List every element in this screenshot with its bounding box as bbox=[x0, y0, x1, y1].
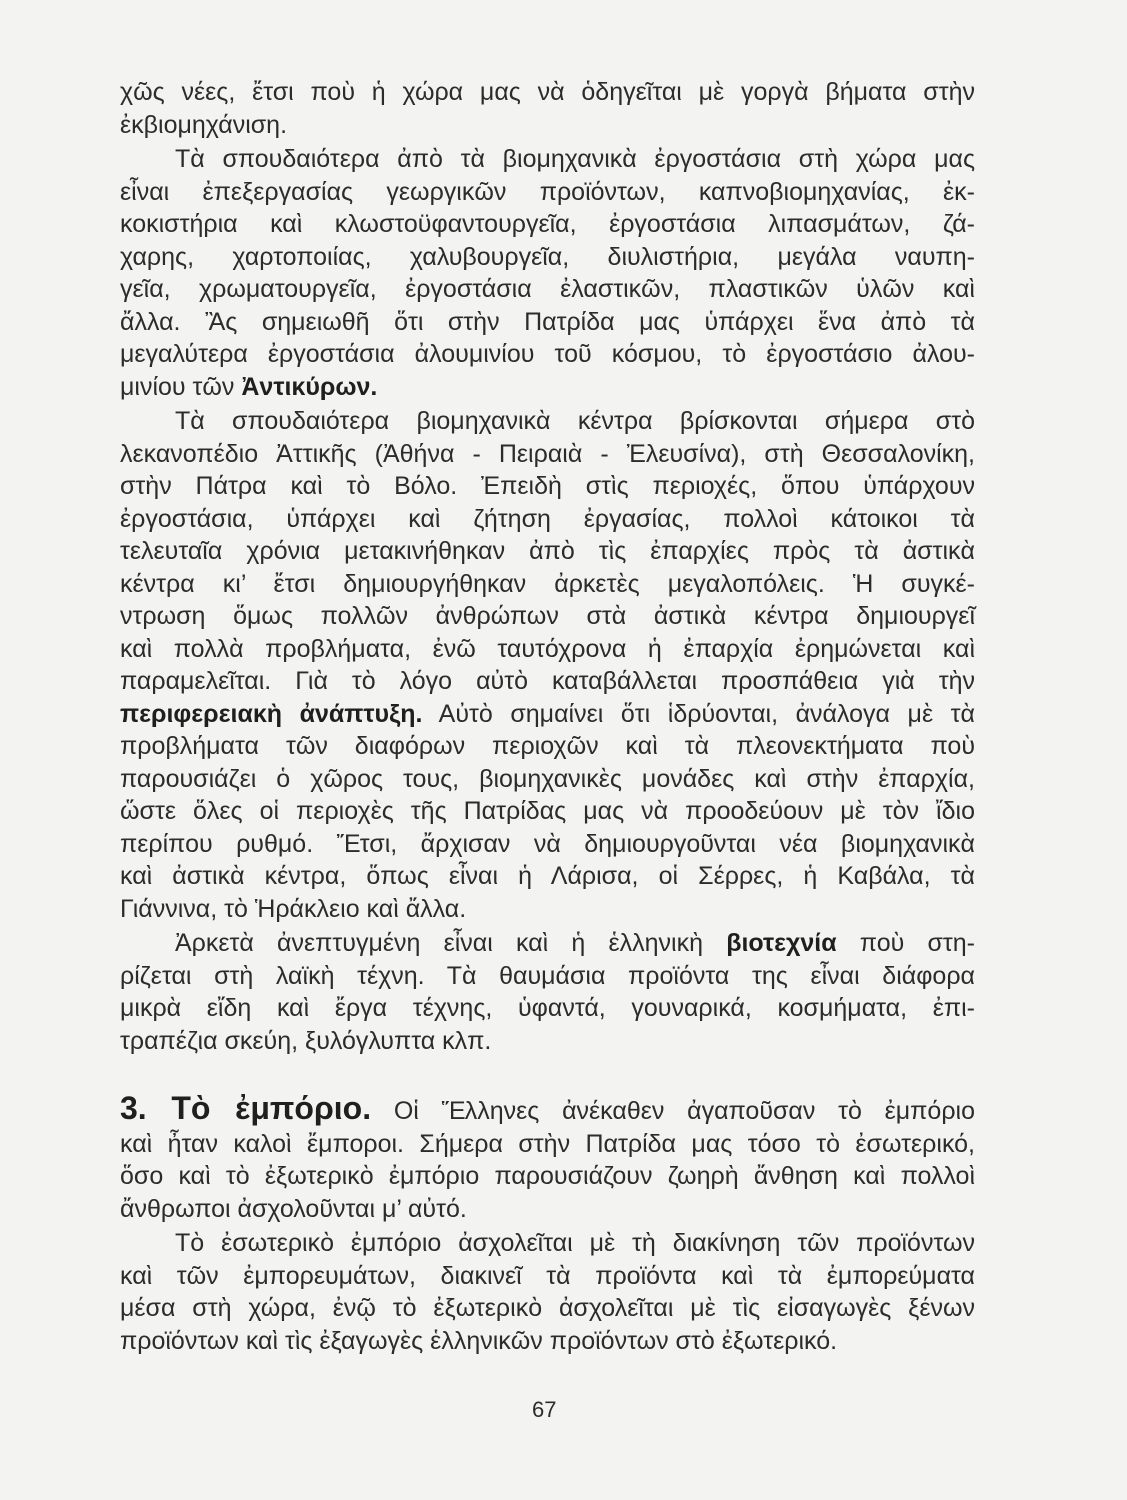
paragraph bbox=[120, 1092, 975, 1225]
paragraph bbox=[120, 76, 975, 141]
text-segment: Ἀρκετὰ ἀνεπτυγμένη εἶναι καὶ ἡ ἑλληνικὴ bbox=[175, 929, 727, 957]
text-line: καὶ τῶν ἐμπορευμάτων, διακινεῖ τὰ προϊόντα καὶ τὰ ἐμπορεύματα bbox=[120, 1261, 975, 1290]
text-segment: μινίου τῶν bbox=[120, 372, 242, 401]
text-line: ἄλλα. Ἂς σημειωθῆ ὅτι στὴν Πατρίδα μας ὑπάρχει ἕνα ἀπὸ τὰ bbox=[120, 307, 975, 336]
paragraph bbox=[120, 927, 975, 1057]
section-trade bbox=[120, 1092, 975, 1357]
text-line: προϊόντων καὶ τὶς ἐξαγωγὲς ἑλληνικῶν προϊόντων στὸ ἐξωτερικό. bbox=[120, 1326, 838, 1355]
text-line: μεγαλύτερα ἐργοστάσια ἀλουμινίου τοῦ κόσμου, τὸ ἐργοστάσιο ἀλου- bbox=[120, 340, 975, 368]
text-line: τελευταῖα χρόνια μετακινήθηκαν ἀπὸ τὶς ἐπαρχίες πρὸς τὰ ἀστικὰ bbox=[120, 537, 975, 565]
text-line: μέσα στὴ χώρα, ἐνῷ τὸ ἐξωτερικὸ ἀσχολεῖται μὲ τὶς εἰσαγωγὲς ξένων bbox=[120, 1294, 975, 1322]
text-line: Τὸ ἐσωτερικὸ ἐμπόριο ἀσχολεῖται μὲ τὴ διακίνηση τῶν προϊόντων bbox=[175, 1229, 975, 1257]
text-segment: Οἱ Ἕλληνες ἀνέκαθεν ἀγαποῦσαν τὸ ἐμπόριο bbox=[393, 1097, 976, 1125]
bold-term: βιοτεχνία bbox=[726, 929, 837, 957]
text-line: ἐκβιομηχάνιση. bbox=[120, 110, 288, 139]
text-line: κέντρα κι’ ἔτσι δημιουργήθηκαν ἀρκετὲς μεγαλοπόλεις. Ἡ συγκέ- bbox=[120, 569, 975, 598]
text-line: στὴν Πάτρα καὶ τὸ Βόλο. Ἐπειδὴ στὶς περιοχές, ὅπου ὑπάρχουν bbox=[120, 472, 975, 500]
text-segment: ποὺ στη- bbox=[836, 929, 975, 957]
text-line: περίπου ρυθμό. Ἔτσι, ἄρχισαν νὰ δημιουργοῦνται νέα βιομηχανικὰ bbox=[120, 829, 975, 858]
text-line: παραμελεῖται. Γιὰ τὸ λόγο αὐτὸ καταβάλλεται προσπάθεια γιὰ τὴν bbox=[120, 667, 975, 695]
text-line: γεῖα, χρωματουργεῖα, ἐργοστάσια ἐλαστικῶν, πλαστικῶν ὑλῶν καὶ bbox=[120, 275, 975, 303]
page-number: 67 bbox=[532, 1397, 557, 1422]
text-line: Γιάννινα, τὸ Ἡράκλειο καὶ ἄλλα. bbox=[120, 894, 467, 923]
paragraph bbox=[120, 405, 975, 925]
text-line: Τὰ σπουδαιότερα ἀπὸ τὰ βιομηχανικὰ ἐργοστάσια στὴ χώρα μας bbox=[175, 145, 975, 173]
paragraph bbox=[120, 143, 975, 403]
heading-line bbox=[120, 1092, 975, 1128]
text-line: ρίζεται στὴ λαϊκὴ τέχνη. Τὰ θαυμάσια προϊόντα της εἶναι διάφορα bbox=[120, 961, 975, 990]
text-line: καὶ πολλὰ προβλήματα, ἐνῶ ταυτόχρονα ἡ ἐπαρχία ἐρημώνεται καὶ bbox=[120, 634, 975, 663]
text-line: καὶ ἀστικὰ κέντρα, ὅπως εἶναι ἡ Λάρισα, οἱ Σέρρες, ἡ Καβάλα, τὰ bbox=[120, 862, 975, 890]
page-text bbox=[120, 76, 975, 1357]
text-line: καὶ ἦταν καλοὶ ἔμποροι. Σήμερα στὴν Πατρίδα μας τόσο τὸ ἐσωτερικό, bbox=[120, 1129, 975, 1158]
text-line: ὅσο καὶ τὸ ἐξωτερικὸ ἐμπόριο παρουσιάζουν ζωηρὴ ἄνθηση καὶ πολλοὶ bbox=[120, 1162, 975, 1190]
text-segment: Αὐτὸ σημαίνει ὅτι ἱδρύονται, ἀνάλογα μὲ τὰ bbox=[422, 699, 976, 728]
text-line bbox=[120, 698, 975, 731]
text-line: παρουσιάζει ὁ χῶρος τους, βιομηχανικὲς μονάδες καὶ στὴν ἐπαρχία, bbox=[120, 764, 975, 793]
bold-term: περιφερειακὴ ἀνάπτυξη. bbox=[120, 699, 423, 728]
bold-term: Ἀντικύρων. bbox=[241, 372, 378, 401]
text-line: λεκανοπέδιο Ἀττικῆς (Ἀθήνα - Πειραιὰ - Ἐλευσίνα), στὴ Θεσσαλονίκη, bbox=[120, 439, 975, 468]
text-line: εἶναι ἐπεξεργασίας γεωργικῶν προϊόντων, καπνοβιομηχανίας, ἐκ- bbox=[120, 177, 975, 206]
text-line: ντρωση ὅμως πολλῶν ἀνθρώπων στὰ ἀστικὰ κέντρα δημιουργεῖ bbox=[120, 602, 975, 630]
text-line: κοκιστήρια καὶ κλωστοϋφαντουργεῖα, ἐργοστάσια λιπασμάτων, ζά- bbox=[120, 210, 975, 238]
text-line: ἄνθρωποι ἀσχολοῦνται μ’ αὐτό. bbox=[120, 1194, 467, 1223]
text-line: μικρὰ εἴδη καὶ ἔργα τέχνης, ὑφαντά, γουναρικά, κοσμήματα, ἐπι- bbox=[120, 994, 975, 1022]
text-line: χῶς νέες, ἔτσι ποὺ ἡ χώρα μας νὰ ὁδηγεῖται μὲ γοργὰ βήματα στὴν bbox=[120, 78, 975, 106]
text-line: τραπέζια σκεύη, ξυλόγλυπτα κλπ. bbox=[120, 1026, 492, 1055]
text-line: ὥστε ὅλες οἱ περιοχὲς τῆς Πατρίδας μας νὰ προοδεύουν μὲ τὸν ἴδιο bbox=[120, 797, 975, 825]
section-heading: 3. Τὸ ἐμπόριο. bbox=[120, 1090, 372, 1126]
text-line: Τὰ σπουδαιότερα βιομηχανικὰ κέντρα βρίσκονται σήμερα στὸ bbox=[175, 407, 975, 435]
text-line bbox=[120, 927, 975, 960]
text-line: ἐργοστάσια, ὑπάρχει καὶ ζήτηση ἐργασίας, πολλοὶ κάτοικοι τὰ bbox=[120, 504, 975, 533]
text-line: χαρης, χαρτοποιίας, χαλυβουργεῖα, διυλιστήρια, μεγάλα ναυπη- bbox=[120, 242, 975, 271]
text-line: προβλήματα τῶν διαφόρων περιοχῶν καὶ τὰ πλεονεκτήματα ποὺ bbox=[120, 732, 975, 760]
paragraph bbox=[120, 1227, 975, 1357]
text-line bbox=[120, 371, 975, 404]
